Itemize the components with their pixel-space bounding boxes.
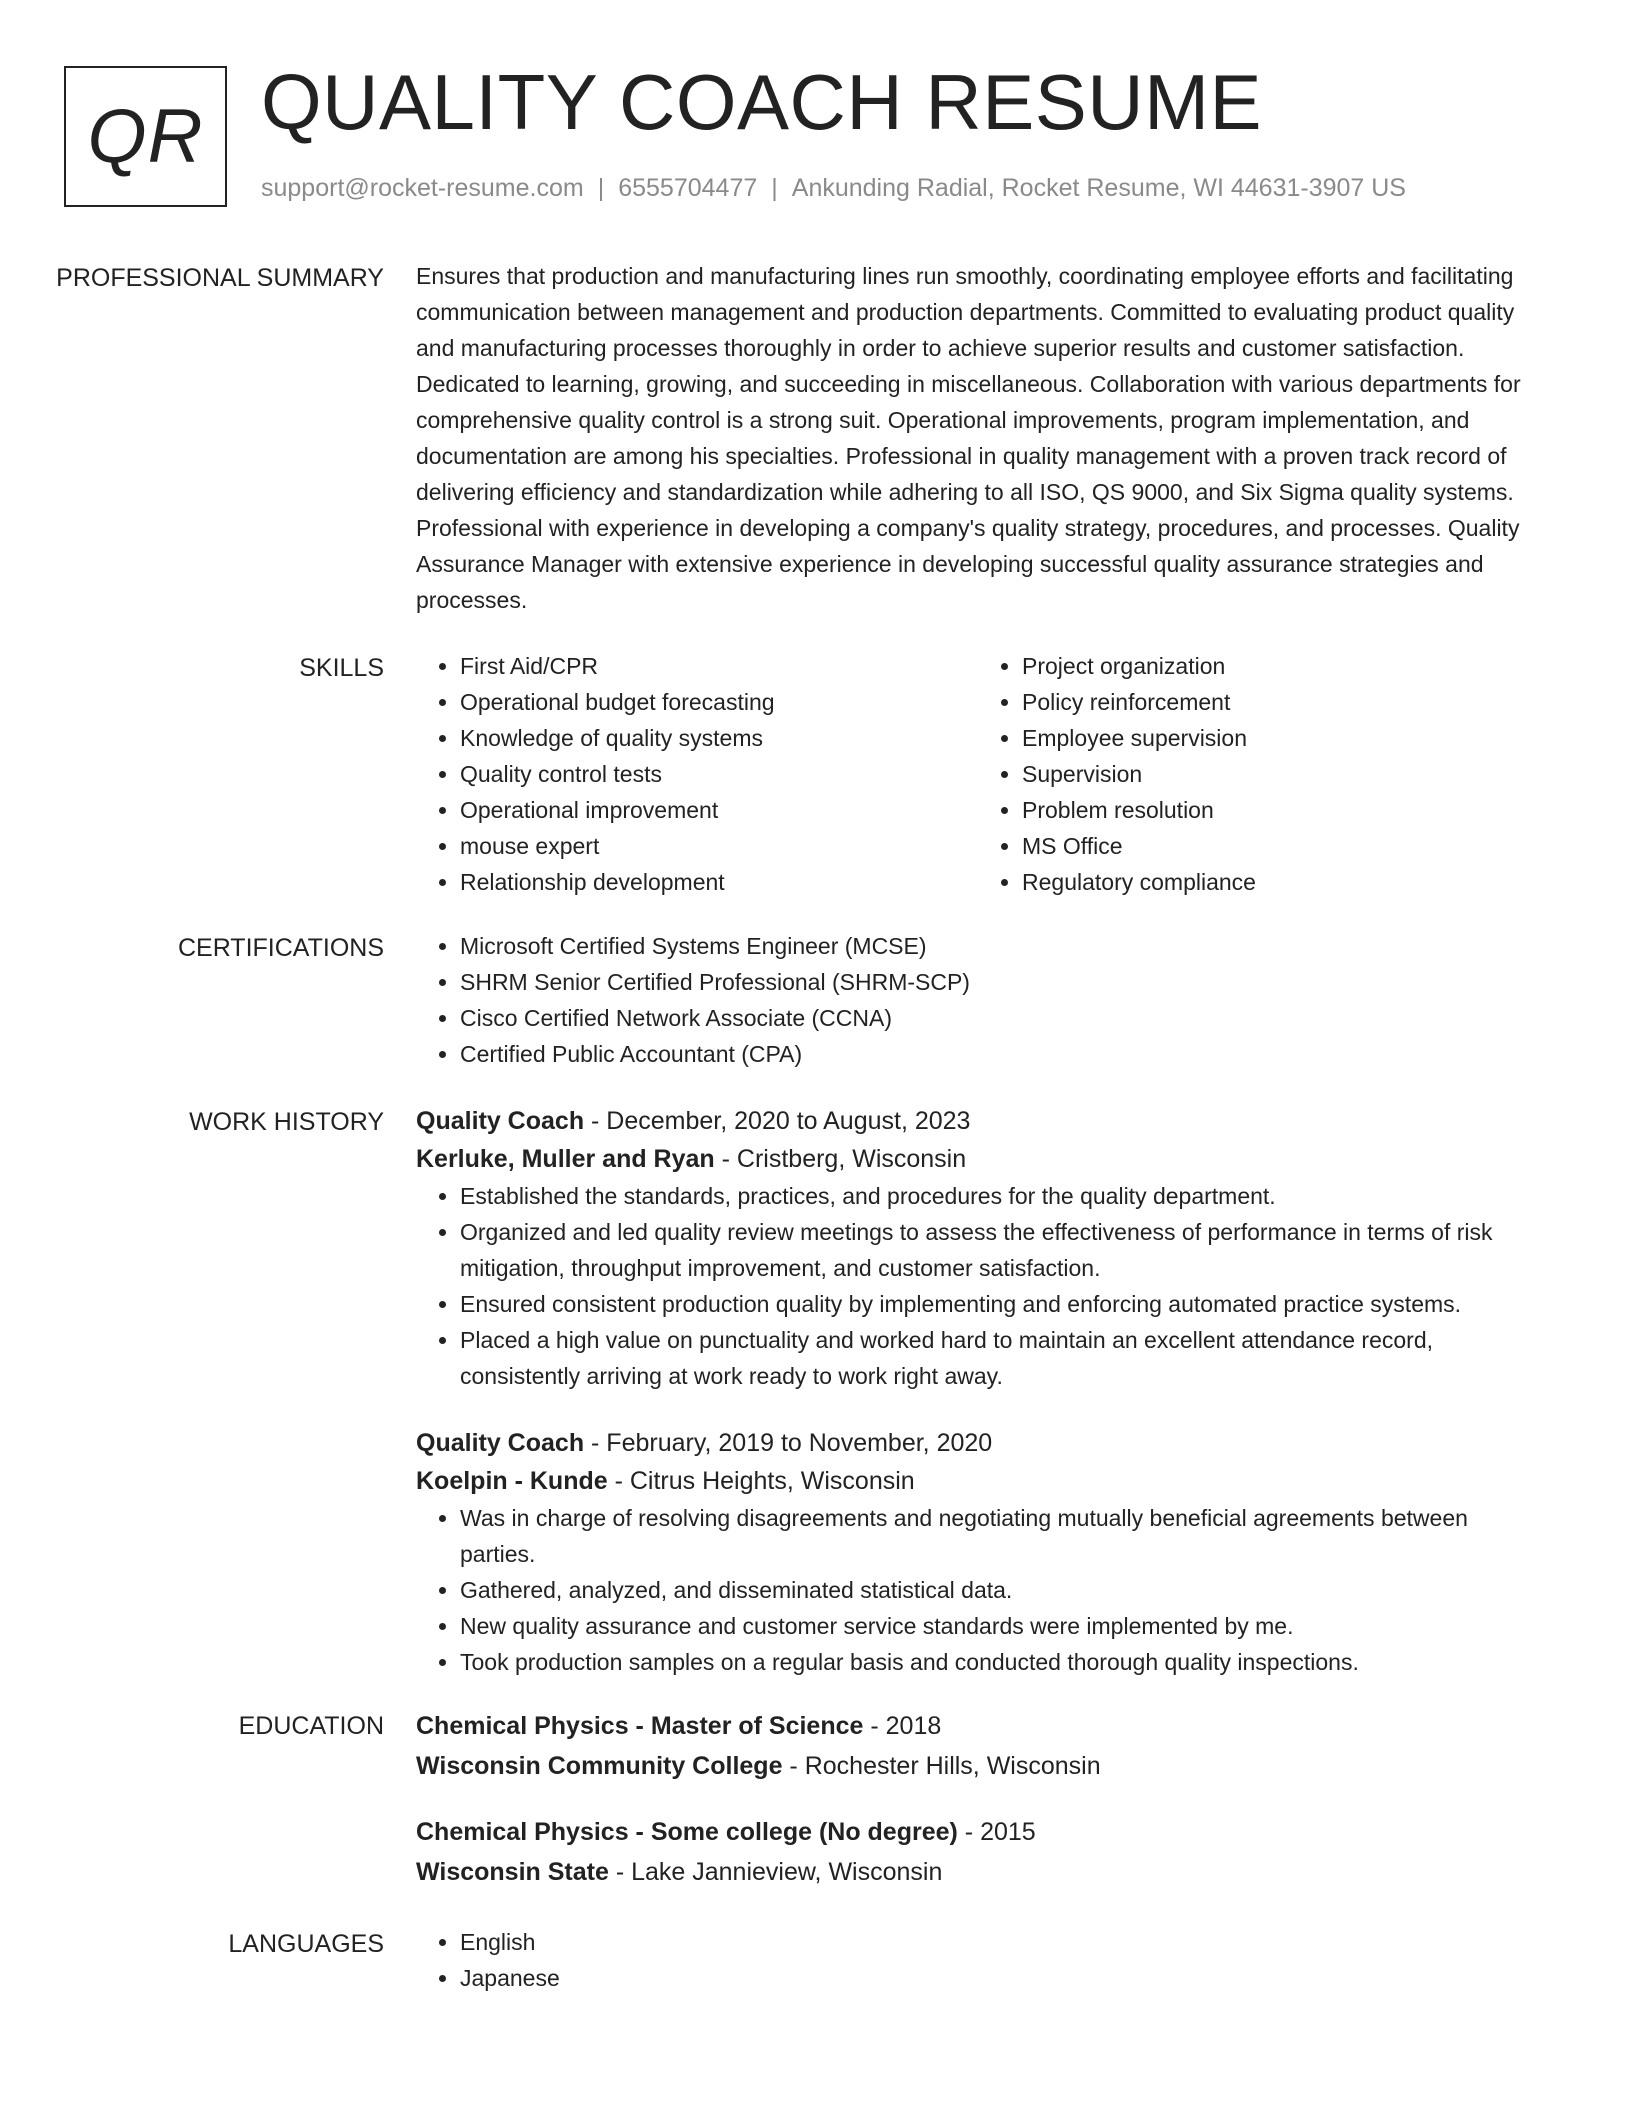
certification-item: • Certified Public Accountant (CPA) [460, 1036, 1540, 1072]
job-entry [416, 1102, 1540, 1394]
contact-line [261, 174, 1406, 203]
job-company-line [416, 1140, 1540, 1178]
language-item: • Japanese [460, 1960, 1540, 1996]
skill-item: • Operational budget forecasting [460, 684, 978, 720]
job-dates: - December, 2020 to August, 2023 [584, 1107, 971, 1135]
education-school-line [416, 1852, 1540, 1892]
contact-phone: 6555704477 [618, 174, 758, 202]
education-degree: Chemical Physics - Master of Science [416, 1712, 864, 1740]
section-label-skills: SKILLS [299, 654, 384, 682]
work-history-section [0, 1102, 1632, 1698]
job-bullet: • Ensured consistent production quality by implementing and enforcing automated practice systems. [460, 1286, 1540, 1322]
contact-separator: | [597, 174, 605, 202]
job-bullet: • Placed a high value on punctuality and worked hard to maintain an excellent attendance record, consistently arriving at work ready to work right away. [460, 1322, 1540, 1394]
job-bullet: • Took production samples on a regular basis and conducted thorough quality inspections. [460, 1644, 1540, 1680]
monogram-initials: QR [64, 66, 227, 207]
job-company: Kerluke, Muller and Ryan [416, 1145, 715, 1173]
skill-item: • Supervision [1022, 756, 1540, 792]
resume-title: QUALITY COACH RESUME [261, 58, 1263, 146]
job-entry [416, 1424, 1540, 1680]
job-company: Koelpin - Kunde [416, 1467, 608, 1495]
skills-list-right [978, 648, 1540, 900]
job-bullet: • Established the standards, practices, and procedures for the quality department. [460, 1178, 1540, 1214]
education-entry [416, 1706, 1540, 1786]
skill-item: • mouse expert [460, 828, 978, 864]
section-label-summary: PROFESSIONAL SUMMARY [56, 264, 384, 292]
skill-item: • Project organization [1022, 648, 1540, 684]
languages-section [0, 1924, 1632, 1996]
skill-item: • Relationship development [460, 864, 978, 900]
education-school: Wisconsin State [416, 1858, 609, 1886]
job-title-line [416, 1102, 1540, 1140]
job-bullet: • New quality assurance and customer service standards were implemented by me. [460, 1608, 1540, 1644]
education-section [0, 1706, 1632, 1918]
summary-section [0, 258, 1632, 618]
education-location: - Rochester Hills, Wisconsin [782, 1752, 1101, 1780]
summary-text: Ensures that production and manufacturing lines run smoothly, coordinating employee efforts and facilitating communication between management and production departments. Committed to evaluating product quality and manufacturing processes thoroughly in order to achieve superior results and customer satisfaction. Dedicated to learning, growing, and succeeding in miscellaneous. Collaboration with various departments for comprehensive quality control is a strong suit. Operational improvements, program implementation, and documentation are among his specialties. Professional in quality management with a proven track record of delivering efficiency and standardization while adhering to all ISO, QS 9000, and Six Sigma quality systems. Professional with experience in developing a company's quality strategy, procedures, and processes. Quality Assurance Manager with extensive experience in developing successful quality assurance strategies and processes. [416, 263, 1521, 613]
job-company-line [416, 1462, 1540, 1500]
skills-section [0, 648, 1632, 900]
skill-item: • Knowledge of quality systems [460, 720, 978, 756]
section-label-certifications: CERTIFICATIONS [177, 934, 384, 962]
skill-item: • Problem resolution [1022, 792, 1540, 828]
certifications-list [416, 928, 1540, 1072]
certifications-section [0, 928, 1632, 1072]
certification-item: • Cisco Certified Network Associate (CCNA) [460, 1000, 1540, 1036]
job-bullets [416, 1178, 1540, 1394]
job-title: Quality Coach [416, 1107, 585, 1135]
contact-email: support@rocket-resume.com [261, 174, 584, 202]
skill-item: • Quality control tests [460, 756, 978, 792]
education-degree: Chemical Physics - Some college (No degree) [416, 1818, 958, 1846]
skill-item: • First Aid/CPR [460, 648, 978, 684]
skill-item: • MS Office [1022, 828, 1540, 864]
skill-item: • Operational improvement [460, 792, 978, 828]
education-school: Wisconsin Community College [416, 1752, 783, 1780]
skill-item: • Employee supervision [1022, 720, 1540, 756]
job-location: - Cristberg, Wisconsin [714, 1145, 967, 1173]
job-dates: - February, 2019 to November, 2020 [584, 1429, 993, 1457]
section-label-languages: LANGUAGES [228, 1930, 384, 1958]
job-title-line [416, 1424, 1540, 1462]
job-bullet: • Gathered, analyzed, and disseminated statistical data. [460, 1572, 1540, 1608]
job-location: - Citrus Heights, Wisconsin [607, 1467, 915, 1495]
languages-list [416, 1924, 1540, 1996]
job-title: Quality Coach [416, 1429, 585, 1457]
language-item: • English [460, 1924, 1540, 1960]
certification-item: • Microsoft Certified Systems Engineer (MCSE) [460, 928, 1540, 964]
skill-item: • Policy reinforcement [1022, 684, 1540, 720]
contact-address: Ankunding Radial, Rocket Resume, WI 44631-3907 US [791, 174, 1406, 202]
education-year: - 2018 [863, 1712, 942, 1740]
education-school-line [416, 1746, 1540, 1786]
education-degree-line [416, 1706, 1540, 1746]
resume-body [0, 258, 1632, 2026]
job-bullet: • Was in charge of resolving disagreements and negotiating mutually beneficial agreements between parties. [460, 1500, 1540, 1572]
section-label-education: EDUCATION [238, 1712, 384, 1740]
skills-list-left [416, 648, 978, 900]
job-bullets [416, 1500, 1540, 1680]
contact-separator: | [771, 174, 778, 202]
job-bullet: • Organized and led quality review meetings to assess the effectiveness of performance in terms of risk mitigation, throughput improvement, and customer satisfaction. [460, 1214, 1540, 1286]
education-location: - Lake Jannieview, Wisconsin [608, 1858, 943, 1886]
education-entry [416, 1812, 1540, 1892]
skill-item: • Regulatory compliance [1022, 864, 1540, 900]
section-label-work-history: WORK HISTORY [189, 1108, 384, 1136]
education-degree-line [416, 1812, 1540, 1852]
certification-item: • SHRM Senior Certified Professional (SHRM-SCP) [460, 964, 1540, 1000]
education-year: - 2015 [957, 1818, 1036, 1846]
